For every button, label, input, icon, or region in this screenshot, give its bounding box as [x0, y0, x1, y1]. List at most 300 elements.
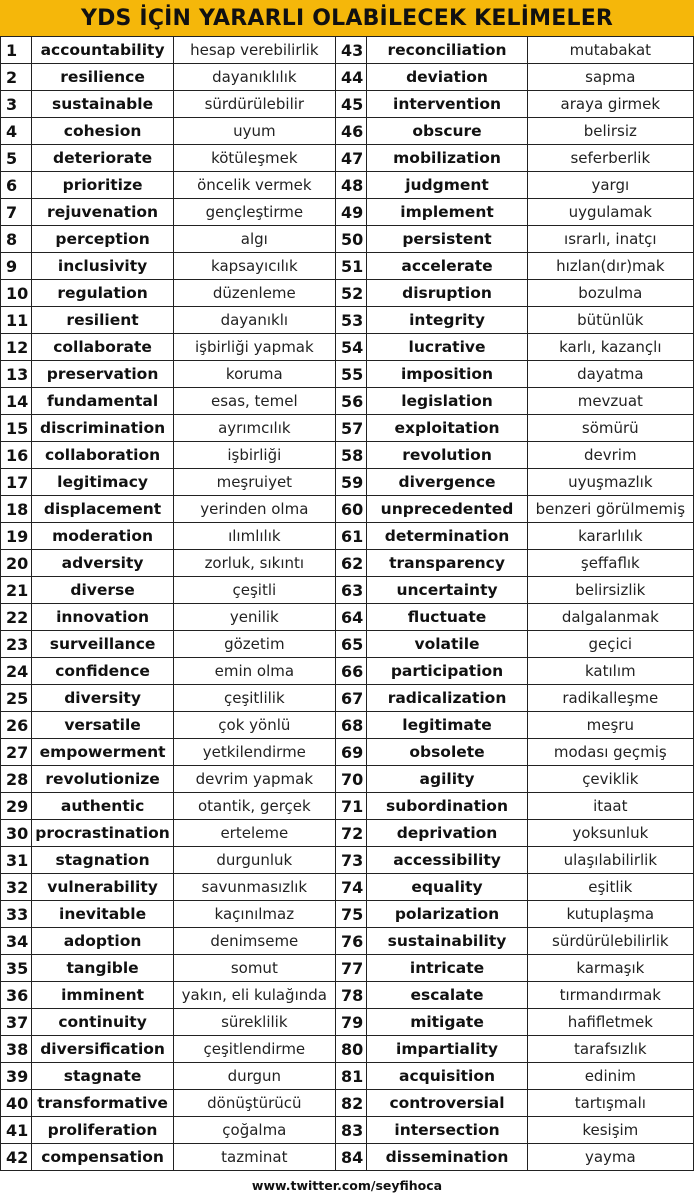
- english-word-left: legitimacy: [32, 469, 173, 496]
- row-number-left: 37: [1, 1009, 32, 1036]
- row-number-left: 12: [1, 334, 32, 361]
- row-number-right: 67: [335, 685, 366, 712]
- turkish-meaning-right: karlı, kazançlı: [527, 334, 693, 361]
- english-word-right: accelerate: [367, 253, 527, 280]
- english-word-right: transparency: [367, 550, 527, 577]
- turkish-meaning-left: yenilik: [173, 604, 335, 631]
- footer: [0, 1171, 694, 1199]
- table-row: [1, 928, 694, 955]
- row-number-right: 82: [335, 1090, 366, 1117]
- row-number-left: 16: [1, 442, 32, 469]
- english-word-right: determination: [367, 523, 527, 550]
- row-number-right: 61: [335, 523, 366, 550]
- row-number-right: 80: [335, 1036, 366, 1063]
- english-word-right: integrity: [367, 307, 527, 334]
- row-number-right: 65: [335, 631, 366, 658]
- turkish-meaning-left: savunmasızlık: [173, 874, 335, 901]
- row-number-left: 41: [1, 1117, 32, 1144]
- english-word-right: sustainability: [367, 928, 527, 955]
- row-number-left: 5: [1, 145, 32, 172]
- english-word-left: prioritize: [32, 172, 173, 199]
- turkish-meaning-left: çok yönlü: [173, 712, 335, 739]
- turkish-meaning-left: denimseme: [173, 928, 335, 955]
- english-word-right: revolution: [367, 442, 527, 469]
- turkish-meaning-left: çoğalma: [173, 1117, 335, 1144]
- row-number-right: 56: [335, 388, 366, 415]
- row-number-right: 64: [335, 604, 366, 631]
- english-word-right: persistent: [367, 226, 527, 253]
- english-word-right: intervention: [367, 91, 527, 118]
- row-number-left: 2: [1, 64, 32, 91]
- turkish-meaning-right: tarafsızlık: [527, 1036, 693, 1063]
- row-number-left: 1: [1, 37, 32, 64]
- turkish-meaning-left: otantik, gerçek: [173, 793, 335, 820]
- english-word-left: displacement: [32, 496, 173, 523]
- turkish-meaning-right: bozulma: [527, 280, 693, 307]
- turkish-meaning-right: benzeri görülmemiş: [527, 496, 693, 523]
- row-number-left: 29: [1, 793, 32, 820]
- row-number-left: 40: [1, 1090, 32, 1117]
- table-row: [1, 1063, 694, 1090]
- table-row: [1, 604, 694, 631]
- table-row: [1, 766, 694, 793]
- english-word-left: rejuvenation: [32, 199, 173, 226]
- row-number-right: 60: [335, 496, 366, 523]
- row-number-left: 32: [1, 874, 32, 901]
- english-word-left: accountability: [32, 37, 173, 64]
- english-word-right: mitigate: [367, 1009, 527, 1036]
- row-number-left: 27: [1, 739, 32, 766]
- table-row: [1, 1117, 694, 1144]
- row-number-left: 6: [1, 172, 32, 199]
- english-word-left: versatile: [32, 712, 173, 739]
- row-number-right: 48: [335, 172, 366, 199]
- row-number-left: 18: [1, 496, 32, 523]
- turkish-meaning-right: sapma: [527, 64, 693, 91]
- turkish-meaning-right: şeffaflık: [527, 550, 693, 577]
- page-title: YDS İÇİN YARARLI OLABİLECEK KELİMELER: [80, 5, 614, 31]
- english-word-right: imposition: [367, 361, 527, 388]
- turkish-meaning-left: durgunluk: [173, 847, 335, 874]
- table-row: [1, 847, 694, 874]
- english-word-right: uncertainty: [367, 577, 527, 604]
- turkish-meaning-right: geçici: [527, 631, 693, 658]
- turkish-meaning-left: kapsayıcılık: [173, 253, 335, 280]
- row-number-right: 57: [335, 415, 366, 442]
- row-number-left: 8: [1, 226, 32, 253]
- english-word-left: collaboration: [32, 442, 173, 469]
- row-number-left: 17: [1, 469, 32, 496]
- turkish-meaning-left: yakın, eli kulağında: [173, 982, 335, 1009]
- turkish-meaning-left: ılımlılık: [173, 523, 335, 550]
- table-row: [1, 577, 694, 604]
- row-number-right: 81: [335, 1063, 366, 1090]
- turkish-meaning-right: itaat: [527, 793, 693, 820]
- english-word-left: cohesion: [32, 118, 173, 145]
- english-word-right: deviation: [367, 64, 527, 91]
- turkish-meaning-left: çeşitlendirme: [173, 1036, 335, 1063]
- turkish-meaning-left: esas, temel: [173, 388, 335, 415]
- table-row: [1, 982, 694, 1009]
- turkish-meaning-left: dönüştürücü: [173, 1090, 335, 1117]
- turkish-meaning-right: kutuplaşma: [527, 901, 693, 928]
- table-row: [1, 658, 694, 685]
- turkish-meaning-right: dayatma: [527, 361, 693, 388]
- row-number-right: 50: [335, 226, 366, 253]
- english-word-left: surveillance: [32, 631, 173, 658]
- turkish-meaning-right: bütünlük: [527, 307, 693, 334]
- row-number-right: 58: [335, 442, 366, 469]
- row-number-left: 9: [1, 253, 32, 280]
- turkish-meaning-left: işbirliği yapmak: [173, 334, 335, 361]
- table-row: [1, 118, 694, 145]
- row-number-left: 14: [1, 388, 32, 415]
- table-row: [1, 739, 694, 766]
- row-number-right: 59: [335, 469, 366, 496]
- table-row: [1, 334, 694, 361]
- turkish-meaning-right: karmaşık: [527, 955, 693, 982]
- turkish-meaning-left: erteleme: [173, 820, 335, 847]
- row-number-right: 74: [335, 874, 366, 901]
- row-number-left: 24: [1, 658, 32, 685]
- row-number-left: 33: [1, 901, 32, 928]
- english-word-right: exploitation: [367, 415, 527, 442]
- row-number-left: 39: [1, 1063, 32, 1090]
- row-number-right: 51: [335, 253, 366, 280]
- turkish-meaning-left: yetkilendirme: [173, 739, 335, 766]
- english-word-left: stagnation: [32, 847, 173, 874]
- row-number-left: 4: [1, 118, 32, 145]
- english-word-right: legitimate: [367, 712, 527, 739]
- english-word-left: confidence: [32, 658, 173, 685]
- table-row: [1, 1036, 694, 1063]
- turkish-meaning-left: zorluk, sıkıntı: [173, 550, 335, 577]
- turkish-meaning-right: belirsiz: [527, 118, 693, 145]
- table-row: [1, 523, 694, 550]
- row-number-right: 46: [335, 118, 366, 145]
- turkish-meaning-left: düzenleme: [173, 280, 335, 307]
- table-row: [1, 253, 694, 280]
- english-word-left: fundamental: [32, 388, 173, 415]
- row-number-right: 49: [335, 199, 366, 226]
- english-word-right: equality: [367, 874, 527, 901]
- row-number-left: 7: [1, 199, 32, 226]
- english-word-left: diversification: [32, 1036, 173, 1063]
- row-number-right: 78: [335, 982, 366, 1009]
- row-number-left: 35: [1, 955, 32, 982]
- english-word-right: judgment: [367, 172, 527, 199]
- english-word-right: subordination: [367, 793, 527, 820]
- turkish-meaning-left: meşruiyet: [173, 469, 335, 496]
- english-word-left: innovation: [32, 604, 173, 631]
- turkish-meaning-left: gençleştirme: [173, 199, 335, 226]
- turkish-meaning-left: somut: [173, 955, 335, 982]
- turkish-meaning-right: hafifletmek: [527, 1009, 693, 1036]
- english-word-right: unprecedented: [367, 496, 527, 523]
- english-word-right: volatile: [367, 631, 527, 658]
- table-row: [1, 1009, 694, 1036]
- table-row: [1, 631, 694, 658]
- table-row: [1, 901, 694, 928]
- english-word-right: divergence: [367, 469, 527, 496]
- vocabulary-table: [0, 36, 694, 1171]
- turkish-meaning-left: durgun: [173, 1063, 335, 1090]
- english-word-left: continuity: [32, 1009, 173, 1036]
- row-number-right: 77: [335, 955, 366, 982]
- english-word-left: resilient: [32, 307, 173, 334]
- english-word-right: accessibility: [367, 847, 527, 874]
- turkish-meaning-right: belirsizlik: [527, 577, 693, 604]
- turkish-meaning-right: kesişim: [527, 1117, 693, 1144]
- row-number-left: 3: [1, 91, 32, 118]
- row-number-right: 44: [335, 64, 366, 91]
- row-number-left: 23: [1, 631, 32, 658]
- row-number-right: 55: [335, 361, 366, 388]
- table-row: [1, 874, 694, 901]
- row-number-left: 36: [1, 982, 32, 1009]
- turkish-meaning-right: yayma: [527, 1144, 693, 1171]
- footer-handle: www.twitter.com/seyfihoca: [251, 1177, 443, 1193]
- turkish-meaning-left: tazminat: [173, 1144, 335, 1171]
- english-word-right: intersection: [367, 1117, 527, 1144]
- english-word-left: resilience: [32, 64, 173, 91]
- english-word-right: intricate: [367, 955, 527, 982]
- english-word-left: regulation: [32, 280, 173, 307]
- row-number-right: 47: [335, 145, 366, 172]
- row-number-right: 54: [335, 334, 366, 361]
- row-number-left: 10: [1, 280, 32, 307]
- english-word-right: legislation: [367, 388, 527, 415]
- table-row: [1, 550, 694, 577]
- english-word-right: participation: [367, 658, 527, 685]
- english-word-right: escalate: [367, 982, 527, 1009]
- turkish-meaning-right: uyuşmazlık: [527, 469, 693, 496]
- english-word-left: adoption: [32, 928, 173, 955]
- turkish-meaning-right: çeviklik: [527, 766, 693, 793]
- english-word-left: preservation: [32, 361, 173, 388]
- row-number-right: 75: [335, 901, 366, 928]
- english-word-left: collaborate: [32, 334, 173, 361]
- english-word-left: diverse: [32, 577, 173, 604]
- english-word-right: mobilization: [367, 145, 527, 172]
- table-row: [1, 793, 694, 820]
- row-number-right: 43: [335, 37, 366, 64]
- row-number-left: 11: [1, 307, 32, 334]
- row-number-left: 15: [1, 415, 32, 442]
- table-row: [1, 361, 694, 388]
- row-number-right: 70: [335, 766, 366, 793]
- turkish-meaning-right: sürdürülebilirlik: [527, 928, 693, 955]
- english-word-right: agility: [367, 766, 527, 793]
- english-word-right: dissemination: [367, 1144, 527, 1171]
- turkish-meaning-left: süreklilik: [173, 1009, 335, 1036]
- english-word-right: impartiality: [367, 1036, 527, 1063]
- turkish-meaning-right: kararlılık: [527, 523, 693, 550]
- english-word-right: radicalization: [367, 685, 527, 712]
- turkish-meaning-right: ısrarlı, inatçı: [527, 226, 693, 253]
- turkish-meaning-right: dalgalanmak: [527, 604, 693, 631]
- english-word-left: sustainable: [32, 91, 173, 118]
- turkish-meaning-left: uyum: [173, 118, 335, 145]
- turkish-meaning-left: sürdürülebilir: [173, 91, 335, 118]
- english-word-right: disruption: [367, 280, 527, 307]
- table-row: [1, 37, 694, 64]
- table-row: [1, 64, 694, 91]
- english-word-left: vulnerability: [32, 874, 173, 901]
- english-word-right: obsolete: [367, 739, 527, 766]
- turkish-meaning-right: yoksunluk: [527, 820, 693, 847]
- english-word-left: compensation: [32, 1144, 173, 1171]
- turkish-meaning-left: emin olma: [173, 658, 335, 685]
- row-number-left: 42: [1, 1144, 32, 1171]
- row-number-right: 66: [335, 658, 366, 685]
- row-number-right: 79: [335, 1009, 366, 1036]
- english-word-left: adversity: [32, 550, 173, 577]
- row-number-left: 19: [1, 523, 32, 550]
- turkish-meaning-left: çeşitlilik: [173, 685, 335, 712]
- table-row: [1, 820, 694, 847]
- row-number-right: 72: [335, 820, 366, 847]
- turkish-meaning-right: mutabakat: [527, 37, 693, 64]
- english-word-left: procrastination: [32, 820, 173, 847]
- table-row: [1, 955, 694, 982]
- english-word-right: deprivation: [367, 820, 527, 847]
- turkish-meaning-right: edinim: [527, 1063, 693, 1090]
- table-row: [1, 307, 694, 334]
- english-word-right: fluctuate: [367, 604, 527, 631]
- row-number-left: 20: [1, 550, 32, 577]
- english-word-right: lucrative: [367, 334, 527, 361]
- row-number-right: 71: [335, 793, 366, 820]
- turkish-meaning-right: radikalleşme: [527, 685, 693, 712]
- turkish-meaning-left: hesap verebilirlik: [173, 37, 335, 64]
- turkish-meaning-right: araya girmek: [527, 91, 693, 118]
- row-number-left: 26: [1, 712, 32, 739]
- table-row: [1, 388, 694, 415]
- row-number-left: 25: [1, 685, 32, 712]
- english-word-right: controversial: [367, 1090, 527, 1117]
- turkish-meaning-right: yargı: [527, 172, 693, 199]
- table-row: [1, 442, 694, 469]
- table-row: [1, 415, 694, 442]
- table-row: [1, 91, 694, 118]
- row-number-right: 45: [335, 91, 366, 118]
- turkish-meaning-left: işbirliği: [173, 442, 335, 469]
- turkish-meaning-right: meşru: [527, 712, 693, 739]
- table-row: [1, 199, 694, 226]
- row-number-right: 84: [335, 1144, 366, 1171]
- row-number-right: 83: [335, 1117, 366, 1144]
- turkish-meaning-left: gözetim: [173, 631, 335, 658]
- english-word-right: obscure: [367, 118, 527, 145]
- table-row: [1, 280, 694, 307]
- turkish-meaning-right: devrim: [527, 442, 693, 469]
- english-word-left: authentic: [32, 793, 173, 820]
- row-number-right: 68: [335, 712, 366, 739]
- table-row: [1, 685, 694, 712]
- row-number-left: 30: [1, 820, 32, 847]
- english-word-right: reconciliation: [367, 37, 527, 64]
- english-word-left: moderation: [32, 523, 173, 550]
- turkish-meaning-right: katılım: [527, 658, 693, 685]
- turkish-meaning-right: mevzuat: [527, 388, 693, 415]
- table-row: [1, 226, 694, 253]
- english-word-left: tangible: [32, 955, 173, 982]
- english-word-right: polarization: [367, 901, 527, 928]
- turkish-meaning-left: ayrımcılık: [173, 415, 335, 442]
- turkish-meaning-left: dayanıklılık: [173, 64, 335, 91]
- table-row: [1, 145, 694, 172]
- row-number-left: 34: [1, 928, 32, 955]
- turkish-meaning-right: tartışmalı: [527, 1090, 693, 1117]
- turkish-meaning-right: uygulamak: [527, 199, 693, 226]
- turkish-meaning-right: tırmandırmak: [527, 982, 693, 1009]
- row-number-left: 28: [1, 766, 32, 793]
- table-row: [1, 172, 694, 199]
- row-number-right: 53: [335, 307, 366, 334]
- turkish-meaning-right: modası geçmiş: [527, 739, 693, 766]
- english-word-left: perception: [32, 226, 173, 253]
- turkish-meaning-left: koruma: [173, 361, 335, 388]
- turkish-meaning-right: eşitlik: [527, 874, 693, 901]
- row-number-left: 13: [1, 361, 32, 388]
- english-word-left: imminent: [32, 982, 173, 1009]
- row-number-right: 69: [335, 739, 366, 766]
- vocabulary-table-body: [1, 37, 694, 1171]
- english-word-right: acquisition: [367, 1063, 527, 1090]
- turkish-meaning-left: kaçınılmaz: [173, 901, 335, 928]
- turkish-meaning-right: sömürü: [527, 415, 693, 442]
- turkish-meaning-right: seferberlik: [527, 145, 693, 172]
- table-row: [1, 1144, 694, 1171]
- row-number-left: 31: [1, 847, 32, 874]
- turkish-meaning-left: çeşitli: [173, 577, 335, 604]
- turkish-meaning-left: öncelik vermek: [173, 172, 335, 199]
- english-word-left: diversity: [32, 685, 173, 712]
- turkish-meaning-left: algı: [173, 226, 335, 253]
- table-row: [1, 496, 694, 523]
- english-word-left: inevitable: [32, 901, 173, 928]
- turkish-meaning-left: devrim yapmak: [173, 766, 335, 793]
- english-word-left: discrimination: [32, 415, 173, 442]
- english-word-right: implement: [367, 199, 527, 226]
- english-word-left: stagnate: [32, 1063, 173, 1090]
- table-row: [1, 1090, 694, 1117]
- turkish-meaning-left: dayanıklı: [173, 307, 335, 334]
- english-word-left: deteriorate: [32, 145, 173, 172]
- english-word-left: transformative: [32, 1090, 173, 1117]
- table-row: [1, 712, 694, 739]
- english-word-left: empowerment: [32, 739, 173, 766]
- row-number-left: 22: [1, 604, 32, 631]
- title-banner: [0, 0, 694, 37]
- row-number-right: 76: [335, 928, 366, 955]
- turkish-meaning-left: yerinden olma: [173, 496, 335, 523]
- row-number-right: 62: [335, 550, 366, 577]
- row-number-right: 73: [335, 847, 366, 874]
- turkish-meaning-right: ulaşılabilirlik: [527, 847, 693, 874]
- turkish-meaning-right: hızlan(dır)mak: [527, 253, 693, 280]
- english-word-left: revolutionize: [32, 766, 173, 793]
- row-number-left: 21: [1, 577, 32, 604]
- table-row: [1, 469, 694, 496]
- english-word-left: inclusivity: [32, 253, 173, 280]
- row-number-right: 63: [335, 577, 366, 604]
- row-number-left: 38: [1, 1036, 32, 1063]
- english-word-left: proliferation: [32, 1117, 173, 1144]
- turkish-meaning-left: kötüleşmek: [173, 145, 335, 172]
- row-number-right: 52: [335, 280, 366, 307]
